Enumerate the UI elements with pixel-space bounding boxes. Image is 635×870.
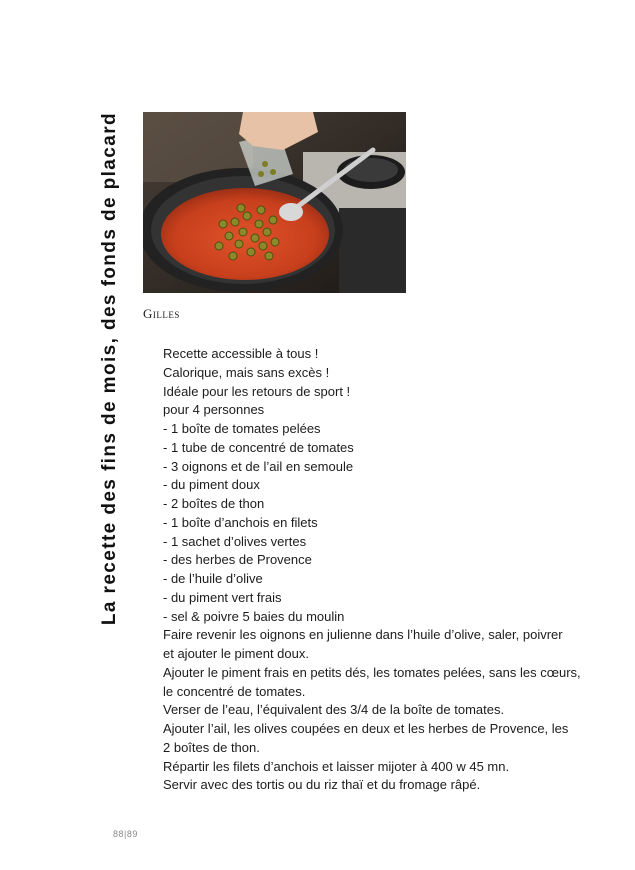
ingredient-item: - 2 boîtes de thon — [163, 496, 265, 511]
ingredient-item: - 1 boîte de tomates pelées — [163, 421, 321, 436]
ingredient-item: - du piment vert frais — [163, 589, 282, 605]
ingredient-item: - du piment doux — [163, 477, 260, 493]
recipe-line: pour 4 personnes — [163, 402, 265, 418]
instruction-line: et ajouter le piment doux. — [163, 646, 309, 661]
instruction-line: Répartir les filets d’anchois et laisser mijoter à 400 w 45 mn. — [163, 758, 510, 774]
ingredient-item: - des herbes de Provence — [163, 552, 312, 568]
recipe-line: Recette accessible à tous ! — [163, 346, 319, 361]
ingredient-item: - de l’huile d’olive — [163, 571, 263, 586]
instruction-line: Verser de l’eau, l’équivalent des 3/4 de la boîte de tomates. — [163, 702, 505, 718]
instruction-line: Ajouter l’ail, les olives coupées en deux et les herbes de Provence, les — [163, 721, 569, 736]
ingredient-item: - 1 boîte d’anchois en filets — [163, 514, 318, 530]
recipe-line: Calorique, mais sans excès ! — [163, 364, 330, 380]
author-name: Gilles — [143, 306, 180, 321]
ingredient-item: - 1 sachet d’olives vertes — [163, 533, 307, 549]
chapter-title: La recette des fins de mois, des fonds de placard — [99, 112, 120, 626]
instruction-line: Servir avec des tortis ou du riz thaï et du fromage râpé. — [163, 777, 481, 793]
ingredient-item: - 1 tube de concentré de tomates — [163, 439, 354, 455]
recipe-line: Idéale pour les retours de sport ! — [163, 383, 351, 399]
instruction-line: Faire revenir les oignons en julienne dans l’huile d’olive, saler, poivrer — [163, 627, 563, 643]
page-number: 88|89 — [113, 829, 138, 839]
recipe-photo — [143, 112, 406, 293]
ingredient-item: - sel & poivre 5 baies du moulin — [163, 608, 345, 624]
ingredient-item: - 3 oignons et de l’ail en semoule — [163, 458, 354, 474]
instruction-line: le concentré de tomates. — [163, 683, 306, 699]
instruction-line: 2 boîtes de thon. — [163, 739, 260, 755]
recipe-text — [163, 345, 613, 795]
instruction-line: Ajouter le piment frais en petits dés, les tomates pelées, sans les cœurs, — [163, 664, 581, 680]
